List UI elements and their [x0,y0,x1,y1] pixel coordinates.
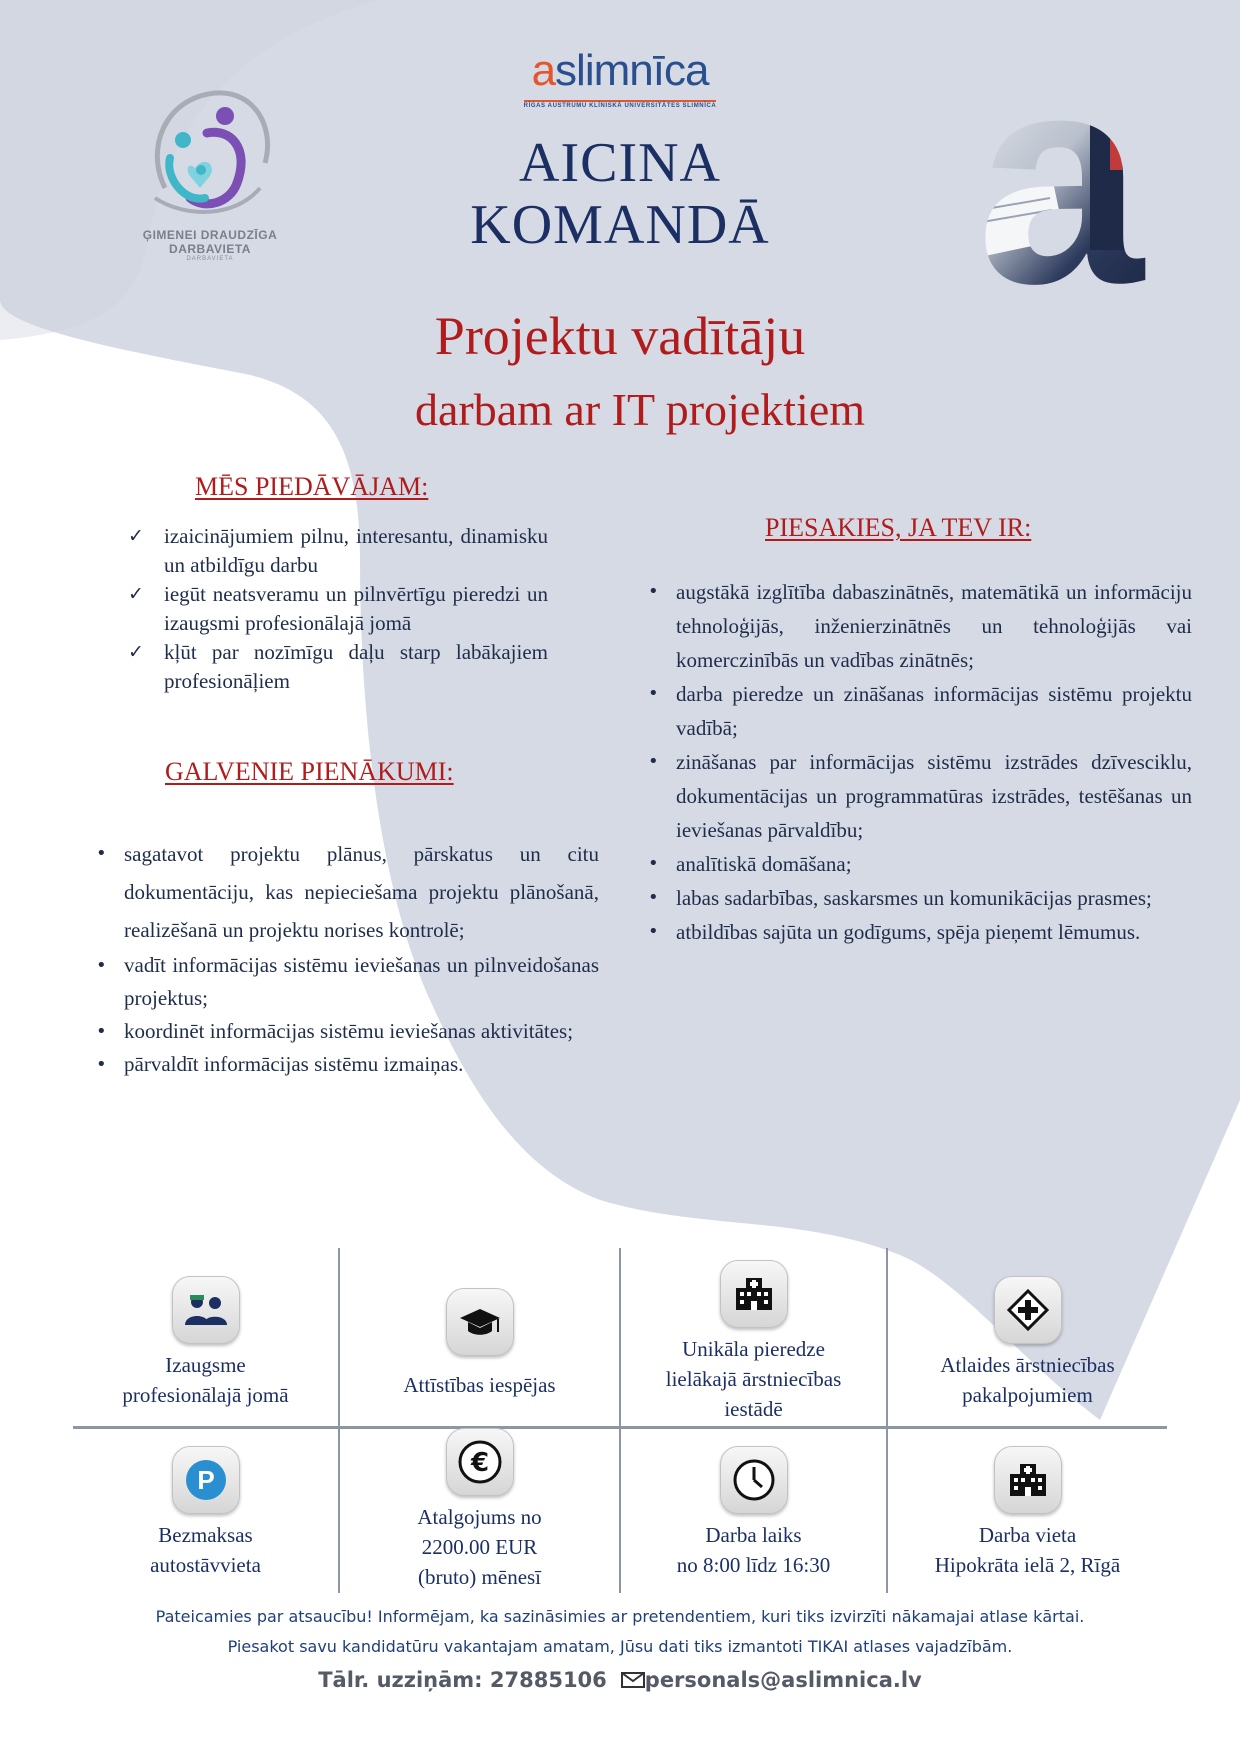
list-item [646,575,1192,677]
hospital-building-icon [994,1446,1062,1514]
brand-logo [470,48,770,112]
benefit-development [340,1288,619,1400]
bullet-icon: • [648,751,659,772]
requirements-list [646,575,1192,949]
benefit-parking [73,1446,338,1580]
benefit-experience [621,1260,886,1424]
people-icon [172,1276,240,1344]
bullet-icon: • [96,1021,107,1042]
duty-item-text: vadīt informācijas sistēmu ieviešanas un pilnveidošanas projektus; [124,953,599,1010]
family-friendly-logo [140,78,280,268]
requirement-item-text: augstākā izglītība dabaszinātnēs, matemātikā un informāciju tehnoloģijās, inženierzinātnēs un tehnoloģijās vai komerczinībās un vadības zinātnēs; [676,580,1192,672]
brand-prefix: a [531,46,556,95]
requirement-item-text: analītiskā domāšana; [676,852,852,876]
family-logo-icon [145,78,275,228]
list-item [94,835,599,949]
bullet-icon: • [96,1054,107,1075]
requirement-item-text: zināšanas par informācijas sistēmu izstrādes dzīvesciklu, dokumentācijas un programmatūras izstrādes, testēšanas un ieviešanas pārvaldību; [676,750,1192,842]
invite-heading [440,132,800,256]
brand-name [470,48,770,94]
benefit-line: Bezmaksas [158,1523,253,1547]
duty-item-text: sagatavot projektu plānus, pārskatus un citu dokumentāciju, kas nepieciešama projektu plānošanā, realizēšanā un projektu norises kontrolē; [124,842,599,942]
bullet-icon: • [648,581,659,602]
duty-item-text: koordinēt informācijas sistēmu ieviešanas aktivitātes; [124,1019,574,1043]
hospital-icon [720,1260,788,1328]
benefit-line: Atalgojums no [417,1505,542,1529]
phone-label: Tālr. uzziņām: 27885106 [318,1668,607,1692]
benefit-location [888,1446,1167,1580]
brand-wordmark: slimnīca [555,46,709,95]
grid-divider [73,1426,1167,1429]
list-item [94,949,599,1015]
benefits-grid [73,1248,1167,1593]
offer-heading: MĒS PIEDĀVĀJAM: [195,472,429,501]
benefit-hours [621,1446,886,1580]
requirement-item-text: atbildības sajūta un godīgums, spēja pieņemt lēmumus. [676,920,1141,944]
list-item [646,847,1192,881]
medical-cross-icon [994,1276,1062,1344]
duty-item-text: pārvaldīt informācijas sistēmu izmaiņas. [124,1052,464,1076]
benefit-line: lielākajā ārstniecības [665,1367,842,1391]
benefit-line: autostāvvieta [150,1553,261,1577]
position-title-line1: Projektu vadītāju [434,306,806,366]
list-item [646,745,1192,847]
benefit-line: Atlaides ārstniecības [940,1353,1115,1377]
benefit-line: pakalpojumiem [962,1383,1093,1407]
benefit-salary [340,1428,619,1592]
footer-line2: Piesakot savu kandidatūru vakantajam amatam, Jūsu dati tiks izmantoti TIKAI atlases vajadzībām. [227,1637,1013,1656]
offer-item-text: iegūt neatsveramu un pilnvērtīgu pieredzi un izaugsmi profesionālajā jomā [164,582,548,635]
requirement-item-text: darba pieredze un zināšanas informācijas sistēmu projektu vadībā; [676,682,1192,740]
benefit-line: Hipokrāta ielā 2, Rīgā [934,1553,1121,1577]
list-item [646,881,1192,915]
clock-icon [720,1446,788,1514]
benefit-line: profesionālajā jomā [122,1383,289,1407]
benefit-line: Izaugsme [165,1353,246,1377]
list-item [646,915,1192,949]
benefit-line: Unikāla pieredze [682,1337,825,1361]
footer-notice [0,1602,1240,1662]
list-item [646,677,1192,745]
mail-icon [621,1672,645,1688]
bullet-icon: • [96,843,107,864]
invite-line1: AICINA [519,132,721,194]
svg-text:€: € [470,1448,489,1478]
list-item [128,580,548,638]
offer-list [128,522,548,696]
duties-list [94,835,599,1081]
requirements-heading: PIESAKIES, JA TEV IR: [765,513,1032,542]
letter-a-photo-icon [950,60,1170,300]
contact-line [0,1668,1240,1692]
bullet-icon: • [648,683,659,704]
list-item [94,1048,599,1081]
list-item [128,522,548,580]
parking-icon [172,1446,240,1514]
benefit-discounts [888,1276,1167,1410]
graduation-cap-icon [446,1288,514,1356]
footer-line1: Pateicamies par atsaucību! Informējam, ka sazināsimies ar pretendentiem, kuri tiks izvirzīti nākamajai atlase kārtai. [155,1607,1085,1626]
checkmark-icon: ✓ [128,583,144,605]
email-link[interactable]: personals@aslimnica.lv [644,1668,922,1692]
offer-item-text: izaicinājumiem pilnu, interesantu, dinamisku un atbildīgu darbu [164,524,548,577]
euro-icon [446,1428,514,1496]
benefit-line: Attīstības iespējas [403,1373,556,1397]
list-item [94,1015,599,1048]
benefit-line: Darba laiks [705,1523,802,1547]
family-badge-line2: DARBAVIETA [169,242,251,256]
bullet-icon: • [96,955,107,976]
duties-heading: GALVENIE PIENĀKUMI: [165,757,454,786]
family-badge-line1: ĢIMENEI DRAUDZĪGA [142,228,278,242]
benefit-growth [73,1276,338,1410]
bullet-icon: • [648,921,659,942]
svg-text:P: P [196,1465,215,1495]
checkmark-icon: ✓ [128,641,144,663]
brand-subtitle: RĪGAS AUSTRUMU KLĪNISKĀ UNIVERSITĀTES SLIMNĪCA [524,100,717,109]
benefit-line: Darba vieta [978,1523,1077,1547]
requirement-item-text: labas sadarbības, saskarsmes un komunikācijas prasmes; [676,886,1152,910]
position-title-line2: darbam ar IT projektiem [414,384,866,435]
big-letter-graphic [950,60,1170,300]
checkmark-icon: ✓ [128,525,144,547]
benefit-line: no 8:00 līdz 16:30 [676,1553,831,1577]
family-badge-line3: DARBAVIETA [186,256,234,262]
benefit-line: (bruto) mēnesī [417,1565,542,1589]
bullet-icon: • [648,887,659,908]
benefit-line: iestādē [724,1397,783,1421]
invite-line2: KOMANDĀ [470,194,770,256]
bullet-icon: • [648,853,659,874]
offer-item-text: kļūt par nozīmīgu daļu starp labākajiem profesionāļiem [164,640,548,693]
benefit-line: 2200.00 EUR [421,1535,538,1559]
list-item [128,638,548,696]
